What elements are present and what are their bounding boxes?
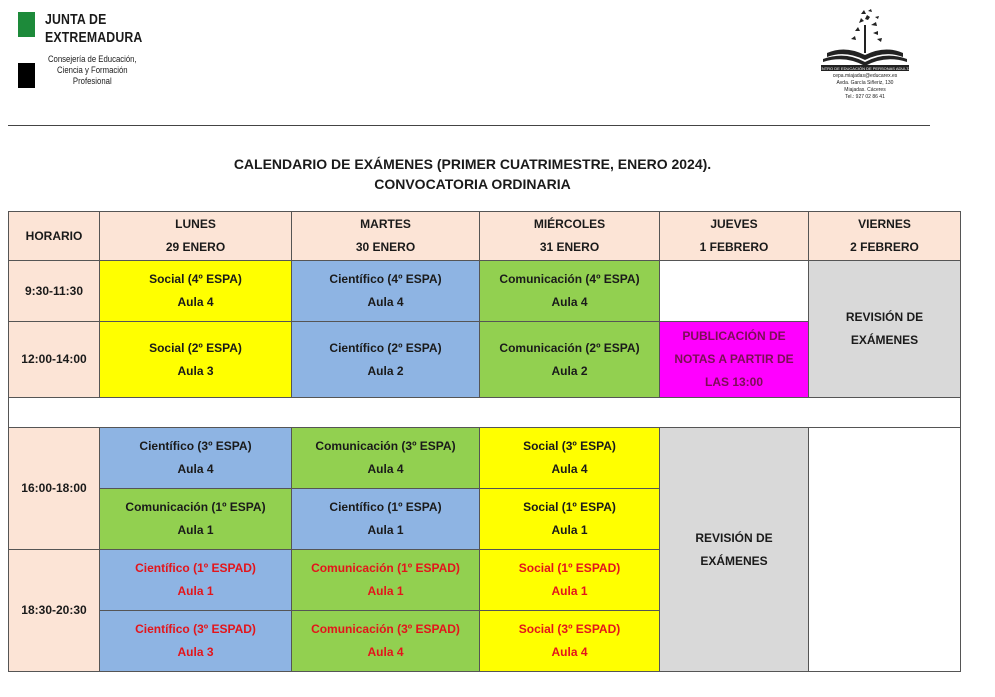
exam-cell: Social (1º ESPA) Aula 1 — [480, 489, 660, 550]
cepa-email: cepa.miajadas@educarex.es — [832, 73, 898, 79]
time-slot: 16:00-18:00 — [9, 428, 100, 550]
exam-cell: Social (1º ESPAD) Aula 1 — [480, 550, 660, 611]
revision-cell-jueves: REVISIÓN DE EXÁMENES — [660, 428, 809, 672]
exam-cell: Científico (2º ESPA) Aula 2 — [292, 322, 480, 398]
logo-black-bar — [18, 63, 35, 88]
table-row — [9, 428, 961, 489]
exam-schedule-table — [8, 211, 961, 672]
time-slot: 12:00-14:00 — [9, 322, 100, 398]
exam-cell: Comunicación (2º ESPA) Aula 2 — [480, 322, 660, 398]
header-lunes: LUNES 29 ENERO — [100, 212, 292, 261]
exam-cell: Social (3º ESPAD) Aula 4 — [480, 611, 660, 672]
junta-extremadura-logo — [18, 12, 158, 97]
cepa-phone: Tel.: 927 02 86 41 — [845, 94, 885, 100]
time-slot: 9:30-11:30 — [9, 261, 100, 322]
exam-cell: Científico (1º ESPA) Aula 1 — [292, 489, 480, 550]
cepa-address: Avda. García Siñeriz, 130 — [836, 80, 894, 86]
exam-cell: Comunicación (4º ESPA) Aula 4 — [480, 261, 660, 322]
exam-cell: Comunicación (1º ESPAD) Aula 1 — [292, 550, 480, 611]
cepa-city: Miajadas. Cáceres — [844, 87, 886, 93]
table-row — [9, 261, 961, 322]
separator-row — [9, 398, 961, 428]
header-martes: MARTES 30 ENERO — [292, 212, 480, 261]
page-subtitle: CONVOCATORIA ORDINARIA — [374, 176, 571, 192]
revision-cell-viernes: REVISIÓN DE EXÁMENES — [809, 261, 961, 398]
empty-cell — [809, 428, 961, 672]
header-divider — [8, 125, 930, 126]
time-slot: 18:30-20:30 — [9, 550, 100, 672]
header-viernes: VIERNES 2 FEBRERO — [809, 212, 961, 261]
exam-cell: Científico (4º ESPA) Aula 4 — [292, 261, 480, 322]
exam-cell: Social (4º ESPA) Aula 4 — [100, 261, 292, 322]
table-header-row — [9, 212, 961, 261]
exam-cell: Social (2º ESPA) Aula 3 — [100, 322, 292, 398]
exam-cell: Científico (1º ESPAD) Aula 1 — [100, 550, 292, 611]
header-miercoles: MIÉRCOLES 31 ENERO — [480, 212, 660, 261]
exam-cell: Comunicación (3º ESPA) Aula 4 — [292, 428, 480, 489]
exam-cell: Comunicación (3º ESPAD) Aula 4 — [292, 611, 480, 672]
exam-cell: Científico (3º ESPA) Aula 4 — [100, 428, 292, 489]
logo-title: JUNTA DE EXTREMADURA — [45, 11, 143, 46]
empty-cell — [660, 261, 809, 322]
logo-subtitle: Consejería de Educación, Ciencia y Formación Profesional — [47, 54, 137, 86]
exam-cell: Científico (3º ESPAD) Aula 3 — [100, 611, 292, 672]
page-title: CALENDARIO DE EXÁMENES (PRIMER CUATRIMESTRE, ENERO 2024). — [233, 156, 712, 172]
svg-text:CENTRO DE EDUCACIÓN DE PERSONA: CENTRO DE EDUCACIÓN DE PERSONAS ADULTAS — [816, 66, 914, 71]
book-tree-icon — [815, 5, 915, 75]
publicacion-notas-cell: PUBLICACIÓN DE NOTAS A PARTIR DE LAS 13:00 — [660, 322, 809, 398]
header-jueves: JUEVES 1 FEBRERO — [660, 212, 809, 261]
separator-cell — [9, 398, 961, 428]
exam-cell: Social (3º ESPA) Aula 4 — [480, 428, 660, 489]
cepa-logo — [815, 5, 915, 103]
logo-green-bar — [18, 12, 35, 37]
header-horario: HORARIO — [9, 212, 100, 261]
exam-cell: Comunicación (1º ESPA) Aula 1 — [100, 489, 292, 550]
